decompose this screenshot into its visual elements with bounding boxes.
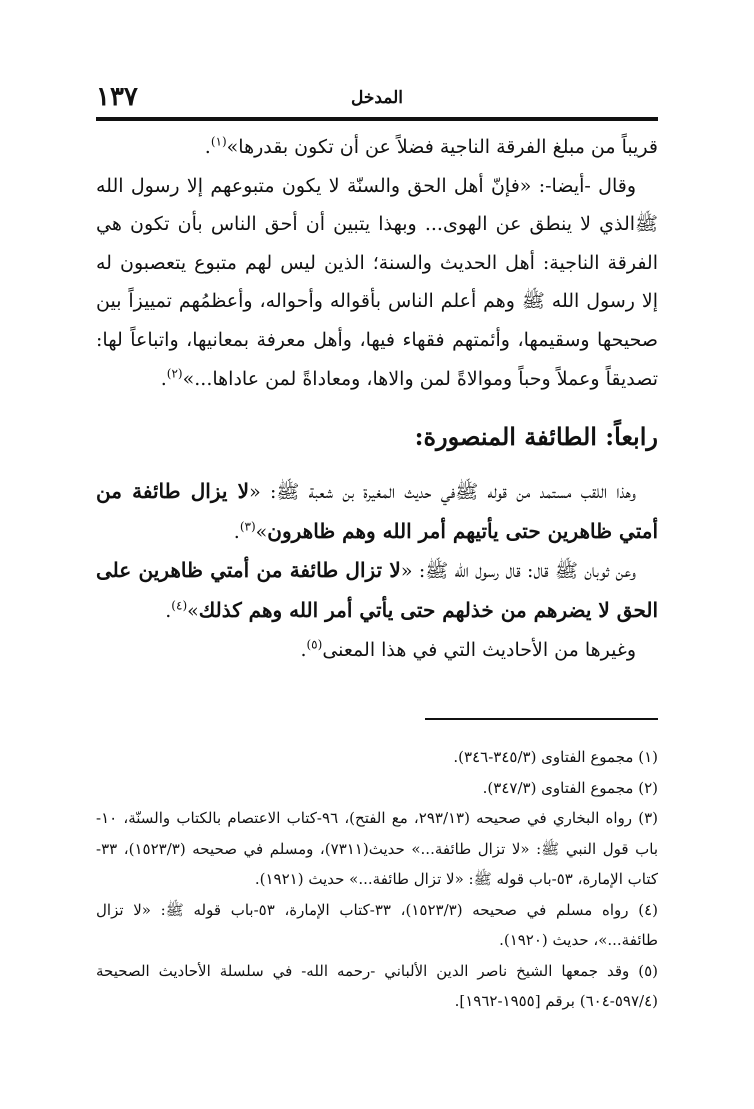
paragraph-4-intro: وعن ثوبان ﷺ قال: قال رسول الله ﷺ: «: [400, 560, 636, 583]
footnote-ref-4: (٤): [171, 598, 188, 613]
footnote-ref-2: (٢): [166, 366, 183, 381]
page-header: [96, 78, 658, 116]
paragraph-5-end: .: [300, 638, 307, 661]
footnote-1: (١) مجموع الفتاوى (٣٤٥/٣-٣٤٦).: [453, 748, 658, 766]
paragraph-3-end: .: [233, 520, 240, 543]
paragraph-1: [96, 128, 658, 167]
footnote-4: (٤) رواه مسلم في صحيحه (١٥٢٣/٣)، ٣٣-كتاب الإمارة، ٥٣-باب قوله ﷺ: «لا تزال طائفة...»، حديث (١٩٢٠).: [96, 900, 658, 949]
paragraph-3: [96, 472, 658, 551]
footnote-3: (٣) رواه البخاري في صحيحه (٢٩٣/١٣، مع الفتح)، ٩٦-كتاب الاعتصام بالكتاب والسنّة، ١٠-باب قول النبي ﷺ: «لا تزال طائفة...» حديث(٧٣١١)، ومسلم في صحيحه (١٥٢٣/٣)، ٣٣-كتاب الإمارة، ٥٣-باب قوله ﷺ: «لا تزال طائفة...» حديث (١٩٢١).: [96, 809, 659, 888]
footnote-ref-5: (٥): [306, 637, 323, 652]
main-text: [96, 128, 658, 669]
paragraph-2-end: .: [160, 367, 167, 390]
paragraph-4-close: »: [187, 599, 199, 622]
footnote-separator: [425, 718, 658, 720]
paragraph-4-end: .: [165, 599, 172, 622]
footnotes: [96, 742, 658, 1017]
paragraph-5-text: وغيرها من الأحاديث التي في هذا المعنى: [322, 638, 636, 661]
header-rule: [96, 117, 658, 121]
footnote-5: (٥) وقد جمعها الشيخ ناصر الدين الألباني -رحمه الله- في سلسلة الأحاديث الصحيحة (٥٩٧/٤-٦٠٤) برقم [١٩٥٥-١٩٦٢].: [96, 961, 658, 1010]
paragraph-5: [96, 631, 658, 670]
paragraph-4: [96, 551, 658, 630]
running-title: المدخل: [350, 88, 404, 108]
paragraph-3-intro: وهذا اللقب مستمد من قوله ﷺفي حديث المغيرة بن شعبة ﷺ: «: [249, 481, 637, 504]
paragraph-2: [96, 167, 658, 399]
footnote-ref-1: (١): [210, 134, 227, 149]
paragraph-4-hadith: لا تزال طائفة من أمتي ظاهرين على الحق لا يضرهم من خذلهم حتى يأتي أمر الله وهم كذلك: [96, 558, 658, 622]
page-number: ١٣٧: [96, 82, 138, 112]
paragraph-3-close: »: [255, 520, 268, 543]
paragraph-1-text: قريباً من مبلغ الفرقة الناجية فضلاً عن أن تكون بقدرها»: [226, 136, 658, 158]
section-heading: رابعاً: الطائفة المنصورة:: [414, 422, 658, 452]
paragraph-2-text: وقال -أيضا-: «فإنّ أهل الحق والسنّة لا يكون متبوعهم إلا رسول الله ﷺالذي لا ينطق عن الهوى... وبهذا يتبين أن أحق الناس بأن تكون هي الفرقة الناجية: أهل الحديث والسنة؛ الذين ليس لهم متبوع يتعصبون له إلا رسول الله ﷺ وهم أعلم الناس بأقواله وأحواله، وأعظمُهم تمييزاً بين صحيحها وسقيمها، وأئمتهم فقهاء فيها، وأهل معرفة بمعانيها، واتباعاً لها: تصديقاً وعملاً وحباً وموالاةً لمن والاها، ومعاداةً لمن عاداها...»: [96, 174, 658, 390]
paragraph-3-hadith: لا يزال طائفة من أمتي ظاهرين حتى يأتيهم أمر الله وهم ظاهرون: [96, 479, 658, 543]
footnote-2: (٢) مجموع الفتاوى (٣٤٧/٣).: [482, 778, 658, 797]
footnote-ref-3: (٣): [239, 519, 256, 534]
paragraph-1-end: .: [204, 136, 211, 158]
